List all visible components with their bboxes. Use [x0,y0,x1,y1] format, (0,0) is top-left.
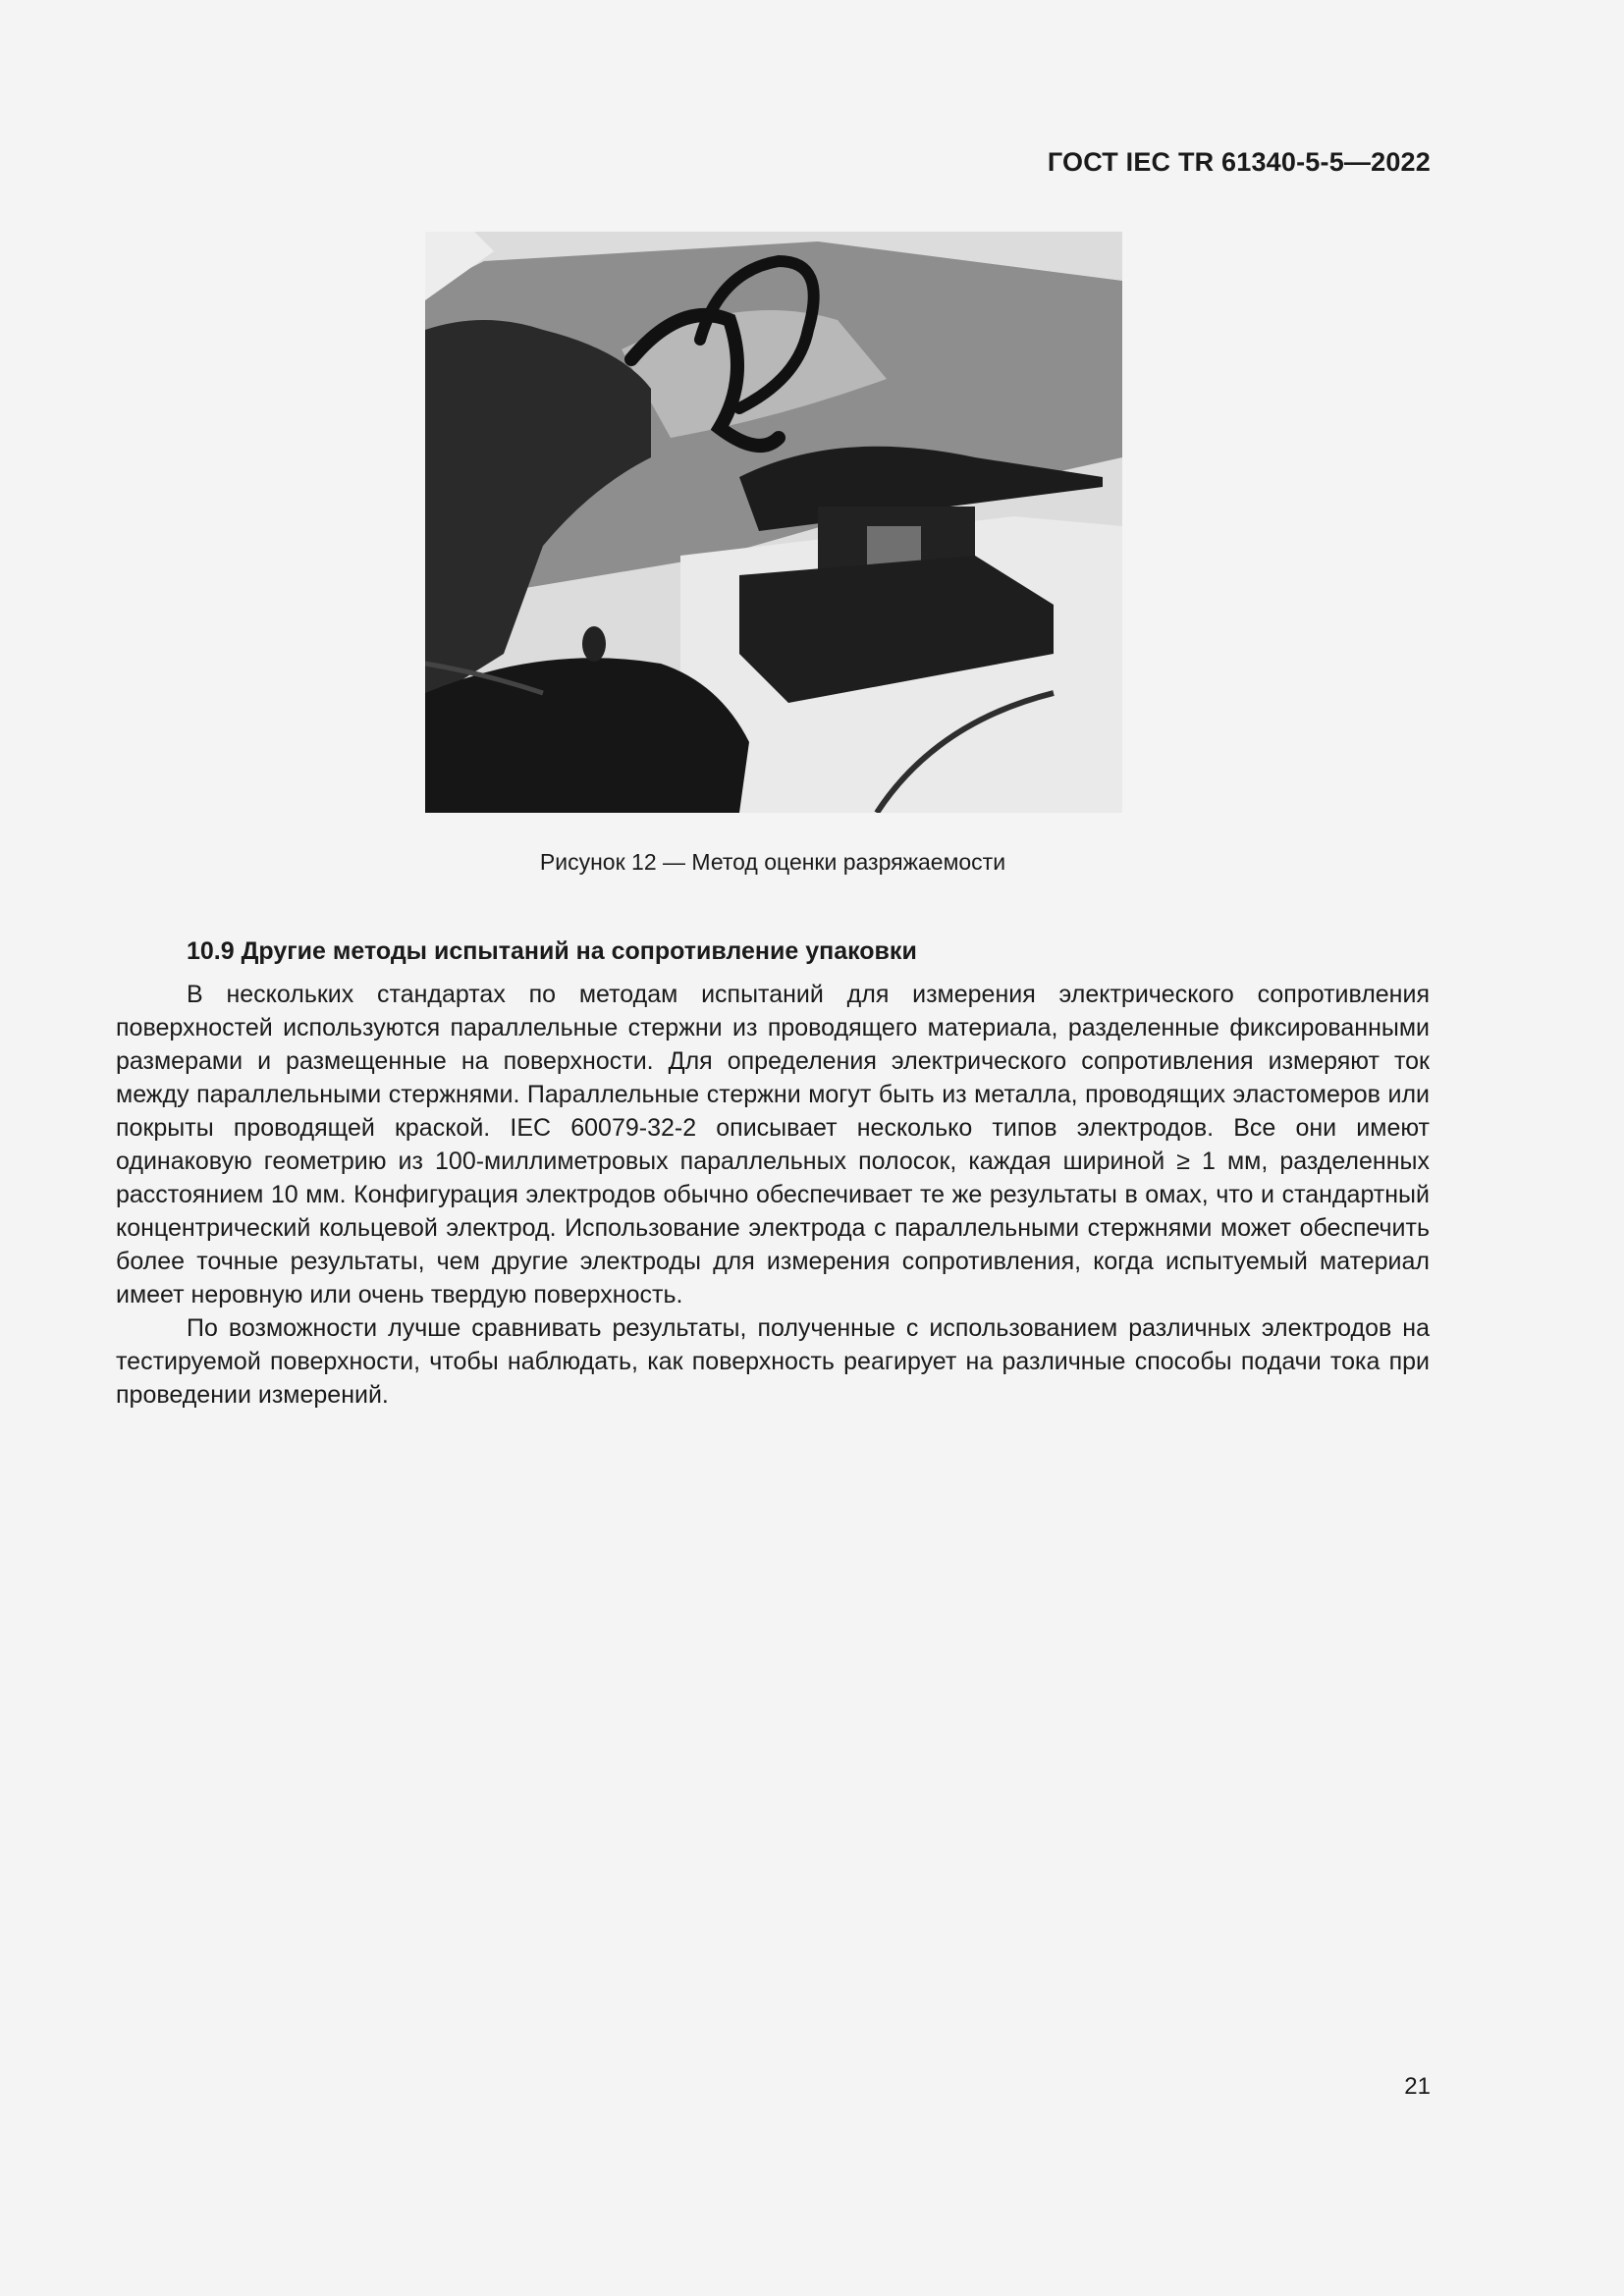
paragraph: По возможности лучше сравнивать результаты, полученные с использованием различных электродов на тестируемой поверхности, чтобы наблюдать, как поверхность реагирует на различные способы подачи тока при проведении измерений. [116,1314,1430,1409]
paragraph: В нескольких стандартах по методам испытаний для измерения электрического сопротивления поверхностей используются параллельные стержни из проводящего материала, разделенные фиксированными размерами и размещенные на поверхности. Для определения электрического сопротивления измеряют ток между параллельными стержнями. Параллельные стержни могут быть из металла, проводящих эластомеров или покрыты проводящей краской. IEC 60079-32-2 описывает несколько типов электродов. Все они имеют одинаковую геометрию из 100-миллиметровых параллельных полосок, каждая шириной ≥ 1 мм, разделенных расстоянием 10 мм. Конфигурация электродов обычно обеспечивает те же результаты в омах, что и стандартный концентрический кольцевой электрод. Использование электрода с параллельными стержнями может обеспечить более точные результаты, чем другие электроды для измерения сопротивления, когда испытуемый материал имеет неровную или очень твердую поверхность. [116,981,1430,1308]
section-heading: 10.9 Другие методы испытаний на сопротивление упаковки [187,937,917,965]
page-number: 21 [1404,2073,1431,2100]
figure-caption: Рисунок 12 — Метод оценки разряжаемости [539,849,1006,875]
figure-photo [425,232,1122,813]
figure-photo-illustration [425,232,1122,813]
document-id-header: ГОСТ IEC TR 61340-5-5—2022 [1047,147,1431,177]
section-content [116,933,1430,1412]
